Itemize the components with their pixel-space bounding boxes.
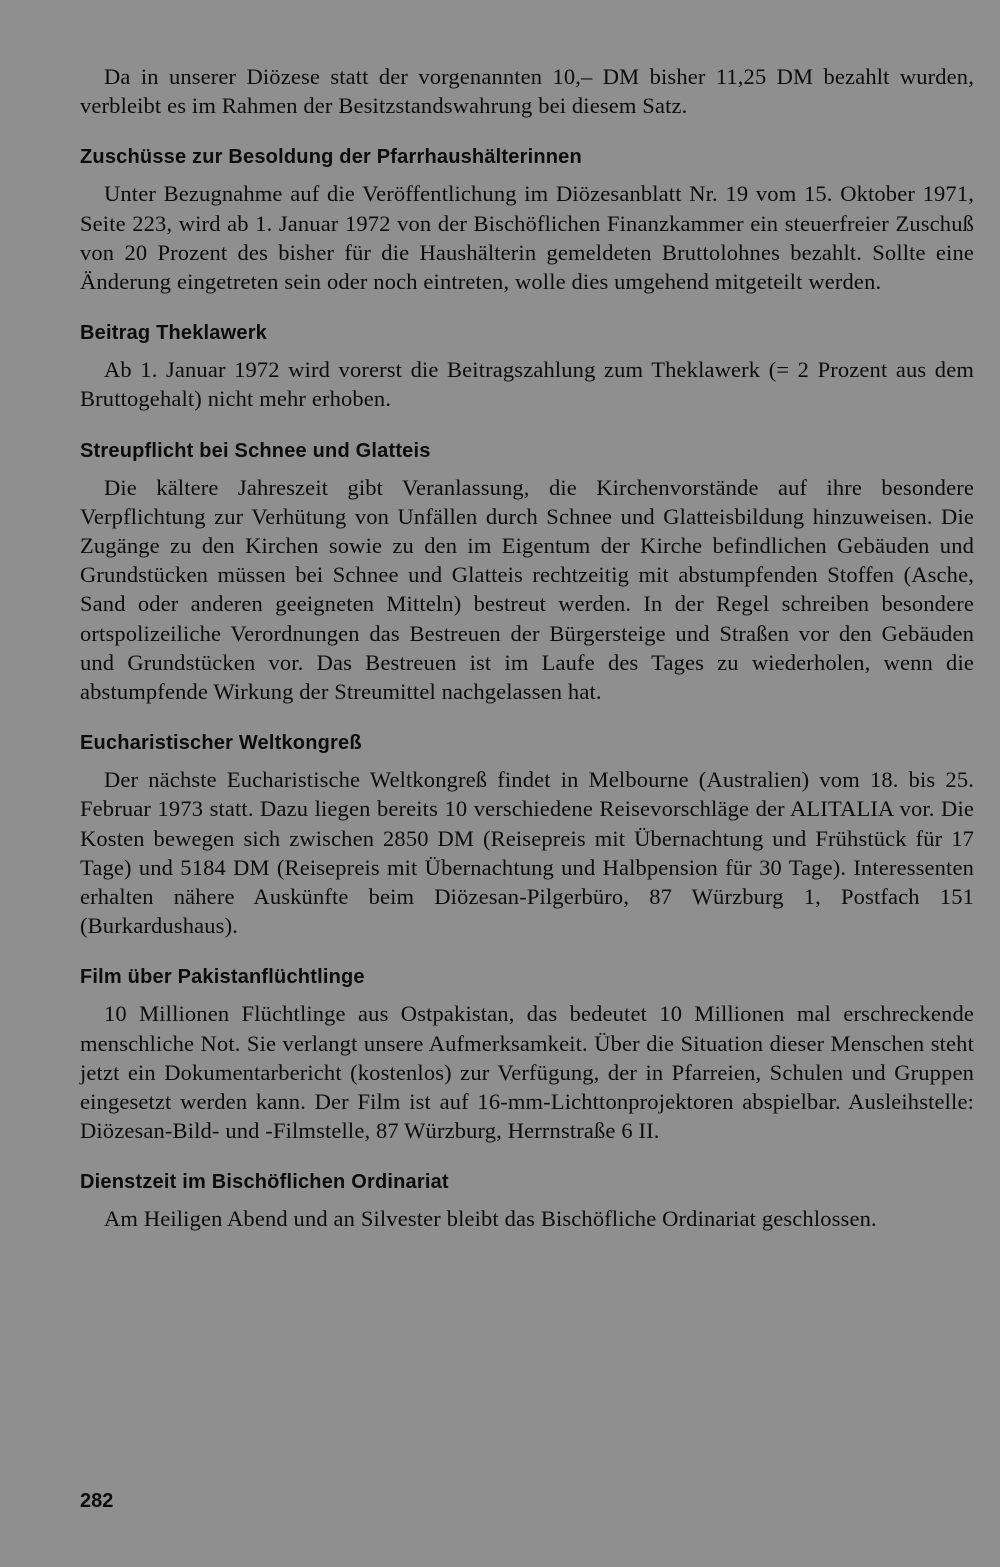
section-heading: Eucharistischer Weltkongreß — [80, 732, 362, 755]
section-paragraph: Ab 1. Januar 1972 wird vorerst die Beitragszahlung zum Theklawerk (= 2 Prozent aus dem Bruttogehalt) nicht mehr erhoben. — [80, 357, 974, 412]
section-pakistan-film — [80, 964, 974, 1145]
section-paragraph: Am Heiligen Abend und an Silvester bleibt das Bischöfliche Ordinariat geschlossen. — [104, 1206, 877, 1232]
intro-paragraph: Da in unserer Diözese statt der vorgenannten 10,– DM bisher 11,25 DM bezahlt wurden, verbleibt es im Rahmen der Besitzstandswahrung bei diesem Satz. — [80, 64, 974, 119]
section-heading: Streupflicht bei Schnee und Glatteis — [80, 439, 431, 462]
section-snow-ice-duty — [80, 438, 974, 707]
section-theklawerk — [80, 320, 974, 413]
section-office-hours — [80, 1169, 974, 1233]
section-eucharistic-congress — [80, 730, 974, 940]
section-heading: Zuschüsse zur Besoldung der Pfarrhaushälterinnen — [80, 146, 582, 169]
section-heading: Film über Pakistanflüchtlinge — [80, 966, 365, 989]
section-heading: Dienstzeit im Bischöflichen Ordinariat — [80, 1171, 449, 1194]
section-housekeeper-subsidy — [80, 144, 974, 296]
section-paragraph: Die kältere Jahreszeit gibt Veranlassung, die Kirchenvorstände auf ihre besondere Verpflichtung zur Verhütung von Unfällen durch Schnee und Glatteisbildung hinzuweisen. Die Zugänge zu den Kirchen sowie zu den im Eigentum der Kirche befindlichen Gebäuden und Grundstücken müssen bei Schnee und Glatteis rechtzeitig mit abstumpfenden Stoffen (Asche, Sand oder anderen geeigneten Mitteln) bestreut werden. In der Regel schreiben besondere ortspolizeiliche Verordnungen das Bestreuen der Bürgersteige und Straßen vor den Gebäuden und Grundstücken vor. Das Bestreuen ist im Laufe des Tages zu wiederholen, wenn die abstumpfende Wirkung der Streumittel nachgelassen hat. — [80, 474, 974, 705]
page-number: 282 — [80, 1490, 114, 1512]
document-page — [80, 62, 974, 1234]
section-paragraph: Der nächste Eucharistische Weltkongreß findet in Melbourne (Australien) vom 18. bis 25. Februar 1973 statt. Dazu liegen bereits 10 verschiedene Reisevorschläge der ALITALIA vor. Die Kosten bewegen sich zwischen 2850 DM (Reisepreis mit Übernachtung und Frühstück für 17 Tage) und 5184 DM (Reisepreis mit Übernachtung und Halbpension für 30 Tage). Interessenten erhalten nähere Auskünfte beim Diözesan-Pilgerbüro, 87 Würzburg 1, Postfach 151 (Burkardushaus). — [80, 767, 974, 939]
section-paragraph: Unter Bezugnahme auf die Veröffentlichung im Diözesanblatt Nr. 19 vom 15. Oktober 1971, Seite 223, wird ab 1. Januar 1972 von der Bischöflichen Finanzkammer ein steuerfreier Zuschuß von 20 Prozent des bisher für die Haushälterin gemeldeten Bruttolohnes bezahlt. Sollte eine Änderung eingetreten sein oder noch eintreten, wolle dies umgehend mitgeteilt werden. — [80, 181, 974, 295]
section-paragraph: 10 Millionen Flüchtlinge aus Ostpakistan, das bedeutet 10 Millionen mal erschreckende menschliche Not. Sie verlangt unsere Aufmerksamkeit. Über die Situation dieser Menschen steht jetzt ein Dokumentarbericht (kostenlos) zur Verfügung, der in Pfarreien, Schulen und Gruppen eingesetzt werden kann. Der Film ist auf 16-mm-Lichttonprojektoren abspielbar. Ausleihstelle: Diözesan-Bild- und -Filmstelle, 87 Würzburg, Herrnstraße 6 II. — [80, 1001, 974, 1144]
section-heading: Beitrag Theklawerk — [80, 322, 268, 345]
